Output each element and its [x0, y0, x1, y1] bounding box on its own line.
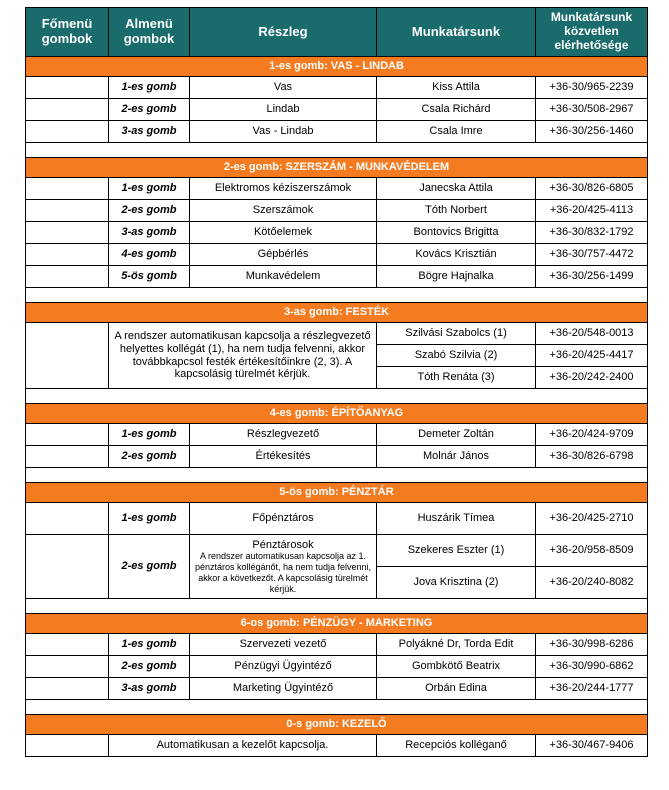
department: Kötőelemek [190, 222, 377, 244]
colleague: Molnár János [377, 446, 536, 468]
phone: +36-20/425-2710 [536, 503, 648, 535]
sub-button: 1-es gomb [109, 503, 190, 535]
department-note: A rendszer automatikusan kapcsolja az 1. pénztáros kollégánőt, ha nem tudja felvenni, akkor a következőt. A kapcsolásig türelmét kérjük. [194, 551, 372, 594]
phone: +36-20/240-8082 [536, 567, 648, 599]
phone: +36-30/467-9406 [536, 735, 648, 757]
section-title: 3-as gomb: FESTÉK [26, 303, 648, 323]
section-title: 6-os gomb: PÉNZÜGY - MARKETING [26, 614, 648, 634]
sub-button: 2-es gomb [109, 200, 190, 222]
colleague: Csala Richárd [377, 99, 536, 121]
department: Lindab [190, 99, 377, 121]
colleague: Polyákné Dr, Torda Edit [377, 634, 536, 656]
colleague: Szilvási Szabolcs (1) [377, 323, 536, 345]
department: Vas - Lindab [190, 121, 377, 143]
header-row [26, 8, 648, 57]
department: Gépbérlés [190, 244, 377, 266]
department: Vas [190, 77, 377, 99]
phone: +36-30/256-1460 [536, 121, 648, 143]
section-title: 2-es gomb: SZERSZÁM - MUNKAVÉDELEM [26, 158, 648, 178]
department: Szerszámok [190, 200, 377, 222]
colleague: Kiss Attila [377, 77, 536, 99]
department: Pénzügyi Ügyintéző [190, 656, 377, 678]
phone: +36-20/242-2400 [536, 367, 648, 389]
phone: +36-30/256-1499 [536, 266, 648, 288]
phone: +36-30/998-6286 [536, 634, 648, 656]
routing-note: A rendszer automatikusan kapcsolja a részlegvezető helyettes kollégát (1), ha nem tudja felvenni, akkor továbbkapcsol festék értékesítőinkre (2, 3). A kapcsolásig türelmét kérjük. [109, 323, 377, 389]
sub-button: 2-es gomb [109, 535, 190, 599]
section-title: 0-s gomb: KEZELŐ [26, 715, 648, 735]
section-title: 1-es gomb: VAS - LINDAB [26, 57, 648, 77]
colleague: Tóth Renáta (3) [377, 367, 536, 389]
phone: +36-20/548-0013 [536, 323, 648, 345]
header-sub-buttons: Almenü gombok [109, 8, 190, 57]
colleague: Bögre Hajnalka [377, 266, 536, 288]
sub-button: 2-es gomb [109, 446, 190, 468]
phone: +36-30/965-2239 [536, 77, 648, 99]
sub-button: 1-es gomb [109, 424, 190, 446]
phone: +36-20/425-4113 [536, 200, 648, 222]
colleague: Szabó Szilvia (2) [377, 345, 536, 367]
sub-button: 1-es gomb [109, 634, 190, 656]
sub-button: 3-as gomb [109, 222, 190, 244]
section-title: 5-ös gomb: PÉNZTÁR [26, 483, 648, 503]
phone: +36-20/424-9709 [536, 424, 648, 446]
sub-button: 4-es gomb [109, 244, 190, 266]
sub-button: 1-es gomb [109, 178, 190, 200]
phone: +36-20/244-1777 [536, 678, 648, 700]
sub-button: 2-es gomb [109, 99, 190, 121]
sub-button: 1-es gomb [109, 77, 190, 99]
phone: +36-30/826-6805 [536, 178, 648, 200]
sub-button: 3-as gomb [109, 121, 190, 143]
department: Elektromos kéziszerszámok [190, 178, 377, 200]
header-colleague: Munkatársunk [377, 8, 536, 57]
sub-button: 3-as gomb [109, 678, 190, 700]
phone: +36-20/425-4417 [536, 345, 648, 367]
colleague: Tóth Norbert [377, 200, 536, 222]
colleague: Huszárik Tímea [377, 503, 536, 535]
colleague: Kovács Krisztián [377, 244, 536, 266]
phone: +36-20/958-8509 [536, 535, 648, 567]
header-main-buttons: Főmenü gombok [26, 8, 109, 57]
department: Főpénztáros [190, 503, 377, 535]
department: Marketing Ügyintéző [190, 678, 377, 700]
colleague: Janecska Attila [377, 178, 536, 200]
section-title: 4-es gomb: ÉPÍTŐANYAG [26, 404, 648, 424]
department-cell [190, 535, 377, 599]
colleague: Szekeres Eszter (1) [377, 535, 536, 567]
colleague: Demeter Zoltán [377, 424, 536, 446]
colleague: Jova Krisztina (2) [377, 567, 536, 599]
department: Pénztárosok [252, 538, 314, 551]
phone: +36-30/508-2967 [536, 99, 648, 121]
colleague: Gombkötő Beatrix [377, 656, 536, 678]
header-direct-contact: Munkatársunk közvetlen elérhetősége [536, 8, 648, 57]
colleague: Csala Imre [377, 121, 536, 143]
phone-directory-table [25, 7, 648, 757]
sub-button: 5-ös gomb [109, 266, 190, 288]
colleague: Recepciós kolléganő [377, 735, 536, 757]
department: Értékesítés [190, 446, 377, 468]
phone: +36-30/757-4472 [536, 244, 648, 266]
phone: +36-30/990-6862 [536, 656, 648, 678]
department: Munkavédelem [190, 266, 377, 288]
department: Szervezeti vezető [190, 634, 377, 656]
colleague: Orbán Edina [377, 678, 536, 700]
phone: +36-30/826-6798 [536, 446, 648, 468]
phone: +36-30/832-1792 [536, 222, 648, 244]
sub-button: 2-es gomb [109, 656, 190, 678]
department: Automatikusan a kezelőt kapcsolja. [109, 735, 377, 757]
colleague: Bontovics Brigitta [377, 222, 536, 244]
header-department: Részleg [190, 8, 377, 57]
department: Részlegvezető [190, 424, 377, 446]
